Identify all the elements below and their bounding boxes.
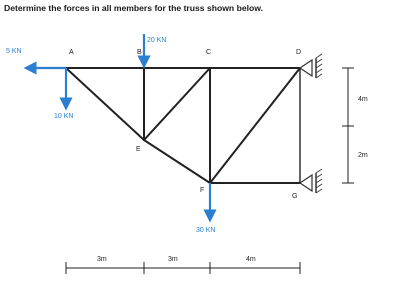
truss-members [66, 68, 300, 183]
vertical-dimension [342, 68, 354, 183]
dim-label-span-1: 3m [97, 256, 107, 263]
dim-label-span-2: 3m [168, 256, 178, 263]
member-FD [210, 68, 300, 183]
problem-statement: Determine the forces in all members for the truss shown below. [4, 3, 263, 13]
member-EF [144, 140, 210, 183]
node-label-F: F [200, 187, 205, 194]
load-label-10kn: 10 KN [54, 113, 74, 120]
node-label-E: E [136, 146, 141, 153]
node-label-B: B [137, 49, 142, 56]
node-label-G: G [292, 193, 298, 200]
dim-label-span-3: 4m [246, 256, 256, 263]
load-label-30kn: 30 KN [196, 227, 216, 234]
load-label-5kn: 5 KN [6, 48, 22, 55]
member-AE [66, 68, 144, 140]
dim-label-height-lower: 2m [358, 152, 368, 159]
horizontal-dimension [66, 262, 300, 274]
support-G [300, 169, 322, 193]
node-label-C: C [206, 49, 212, 56]
load-label-20kn: 20 KN [147, 37, 167, 44]
member-EC [144, 68, 210, 140]
node-label-D: D [296, 49, 302, 56]
support-D [300, 54, 322, 78]
node-label-A: A [69, 49, 74, 56]
dim-label-height-upper: 4m [358, 96, 368, 103]
